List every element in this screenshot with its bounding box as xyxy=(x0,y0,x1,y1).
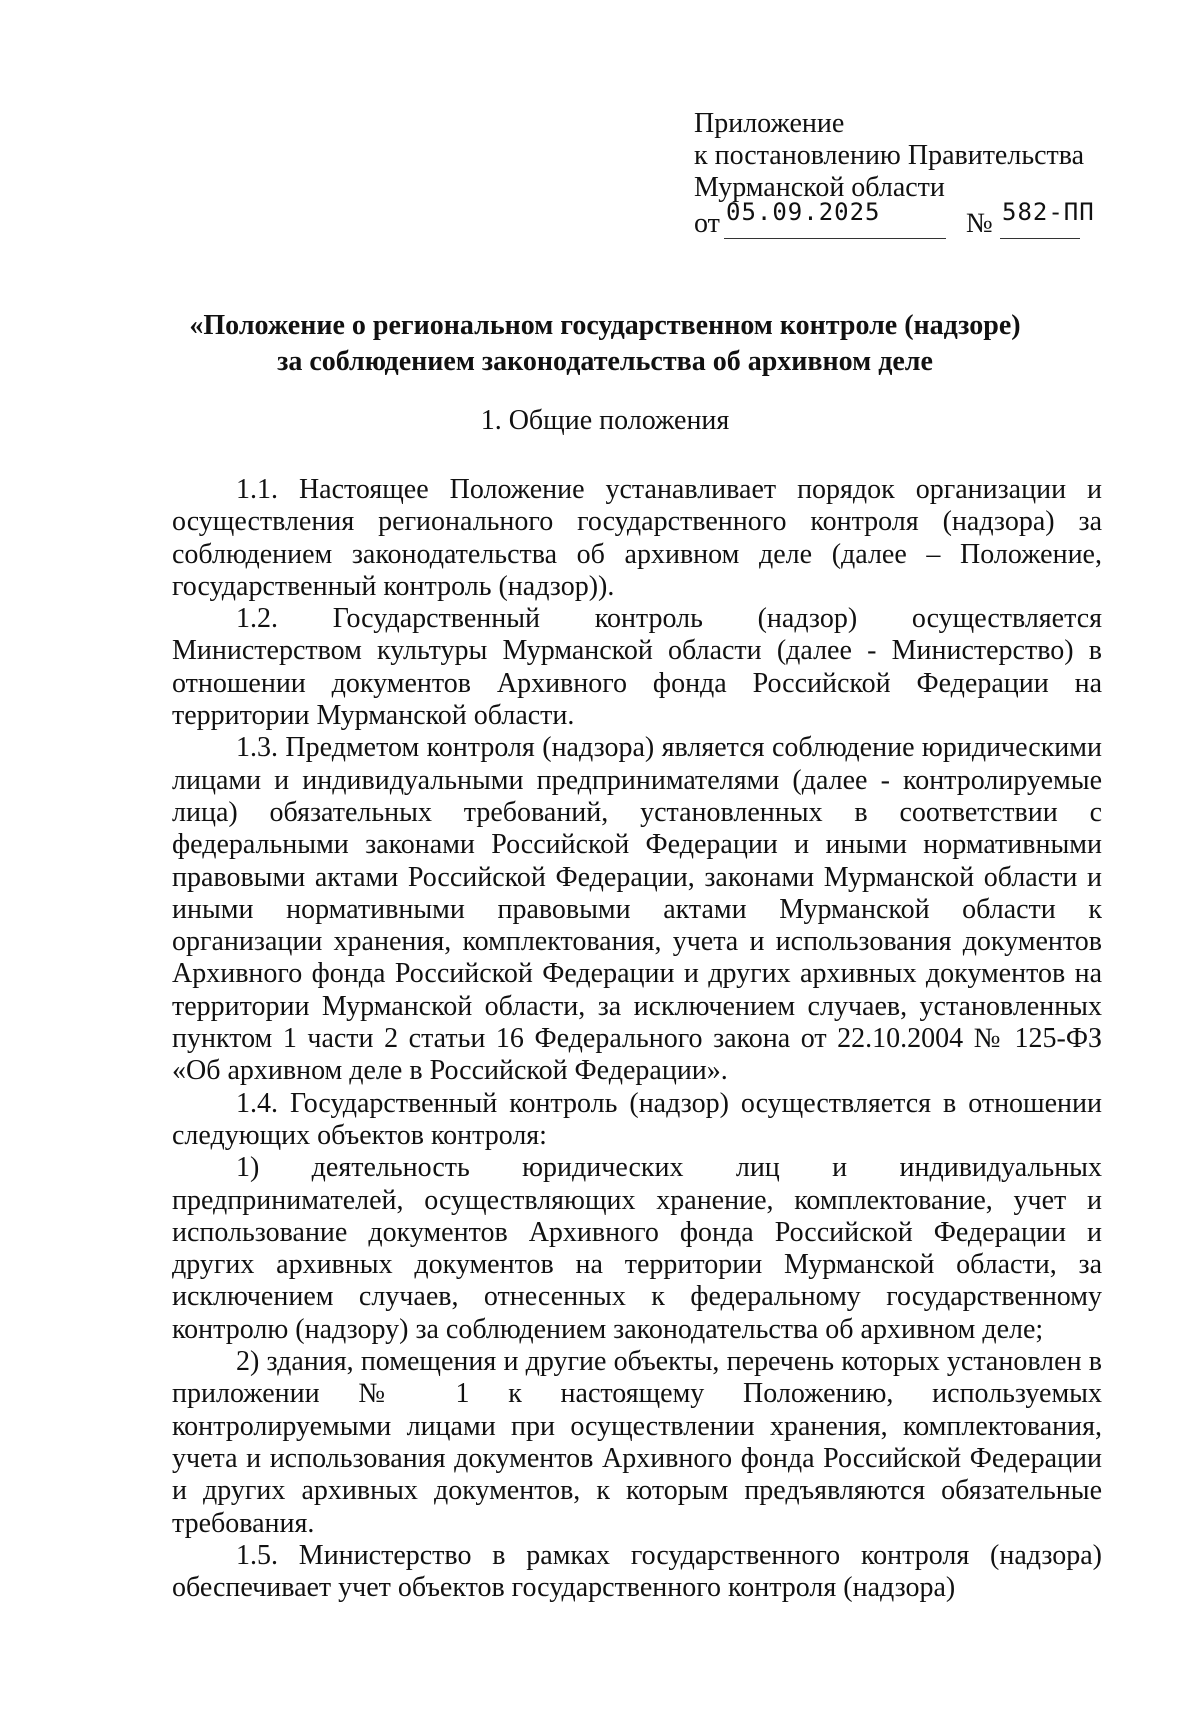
date-underline xyxy=(724,238,946,239)
number-underline xyxy=(1000,238,1080,239)
appendix-line-1: Приложение xyxy=(694,108,845,139)
document-body xyxy=(172,474,1102,1604)
paragraph-1-4-item-2: 2) здания, помещения и другие объекты, перечень которых установлен в приложении № 1 к настоящему Положению, используемых контролируемыми лицами при осуществлении хранения, комплектования, учета и использования документов Архивного фонда Российской Федерации и других архивных документов, к которым предъявляются обязательные требования. xyxy=(172,1346,1102,1539)
appendix-block xyxy=(694,108,1095,240)
document-number: 582-ПП xyxy=(1002,198,1095,226)
paragraph-1-4: 1.4. Государственный контроль (надзор) осуществляется в отношении следующих объектов контроля: xyxy=(172,1087,1102,1151)
document-title xyxy=(150,308,1060,380)
section-heading: 1. Общие положения xyxy=(480,405,730,436)
paragraph-1-1: 1.1. Настоящее Положение устанавливает порядок организации и осуществления регионального государственного контроля (надзора) за соблюдением законодательства об архивном деле (далее – Положение, государственный контроль (надзор)). xyxy=(172,474,1102,602)
appendix-line-2: к постановлению Правительства xyxy=(694,140,1085,171)
paragraph-1-3: 1.3. Предметом контроля (надзора) является соблюдение юридическими лицами и индивидуальными предпринимателями (далее - контролируемые лица) обязательных требований, установленных в соответствии с федеральными законами Российской Федерации и иными нормативными правовыми актами Российской Федерации, законами Мурманской области и иными нормативными правовыми актами Мурманской области к организации хранения, комплектования, учета и использования документов Архивного фонда Российской Федерации и других архивных документов на территории Мурманской области, за исключением случаев, установленных пунктом 1 части 2 статьи 16 Федерального закона от 22.10.2004 № 125-ФЗ «Об архивном деле в Российской Федерации». xyxy=(172,732,1102,1087)
appendix-line-3: Мурманской области xyxy=(694,172,945,203)
document-date: 05.09.2025 xyxy=(726,198,881,226)
number-prefix: № xyxy=(966,208,993,239)
title-line-2: за соблюдением законодательства об архивном деле xyxy=(277,346,933,377)
date-prefix: от xyxy=(694,208,720,239)
title-line-1: «Положение о региональном государственном контроле (надзоре) xyxy=(189,310,1021,341)
paragraph-1-2: 1.2. Государственный контроль (надзор) осуществляется Министерством культуры Мурманской области (далее - Министерство) в отношении документов Архивного фонда Российской Федерации на территории Мурманской области. xyxy=(172,603,1102,732)
appendix-date-line xyxy=(694,198,1095,240)
paragraph-1-5: 1.5. Министерство в рамках государственного контроля (надзора) обеспечивает учет объектов государственного контроля (надзора) xyxy=(172,1539,1102,1604)
paragraph-1-4-item-1: 1) деятельность юридических лиц и индивидуальных предпринимателей, осуществляющих хранение, комплектование, учет и использование документов Архивного фонда Российской Федерации и других архивных документов на территории Мурманской области, за исключением случаев, отнесенных к федеральному государственному контролю (надзору) за соблюдением законодательства об архивном деле; xyxy=(172,1152,1102,1345)
